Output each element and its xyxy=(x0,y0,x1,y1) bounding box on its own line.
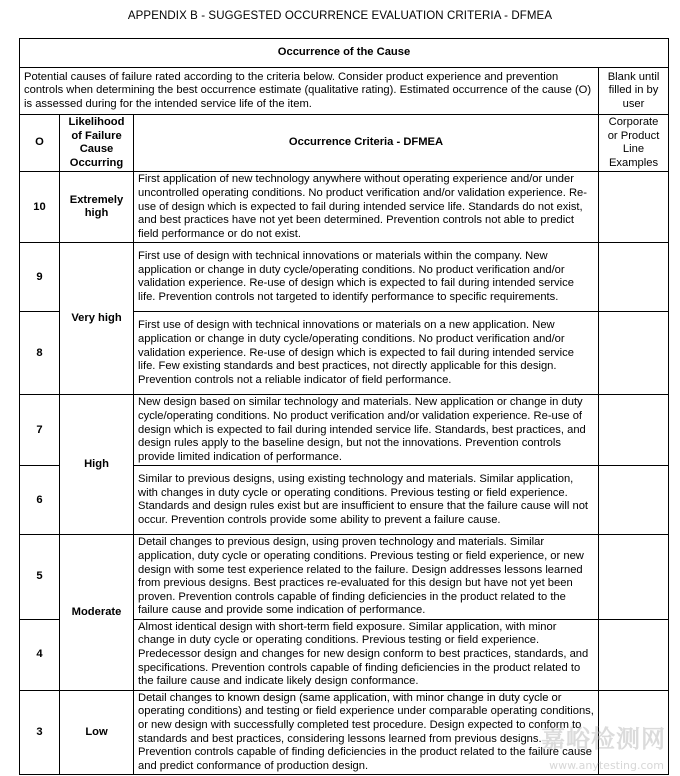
watermark-url: www.anytesting.com xyxy=(549,759,664,772)
o-rating: 6 xyxy=(20,466,60,535)
likelihood-high: High xyxy=(60,395,134,535)
criteria-text: Detail changes to known design (same application, with minor change in duty cycle or operating conditions) and testing or field experience under comparable operating conditions, or new design with successfully completed test procedure. Design expected to conform to standards and best practices, considering lessons learned from previous designs. Prevention controls capable of finding deficiencies in the product related to the failure cause and predict conformance of production design. xyxy=(134,690,599,775)
likelihood-extremely-high: Extremely high xyxy=(60,172,134,243)
table-row xyxy=(20,535,669,620)
criteria-text: First use of design with technical innovations or materials within the company. New application or change in duty cycle/operating conditions. No product verification and/or validation experience. Re-use of design which is expected to fail during intended service life. Prevention controls not targeted to identify performance to specific requirements. xyxy=(134,243,599,312)
examples-cell xyxy=(599,395,669,466)
blank-note: Blank until filled in by user xyxy=(599,68,669,115)
examples-cell xyxy=(599,619,669,690)
o-rating: 10 xyxy=(20,172,60,243)
o-rating: 9 xyxy=(20,243,60,312)
watermark-logo-text: 嘉峪检测网 xyxy=(541,725,666,753)
o-rating: 5 xyxy=(20,535,60,620)
likelihood-very-high: Very high xyxy=(60,243,134,395)
o-rating: 7 xyxy=(20,395,60,466)
o-rating: 8 xyxy=(20,312,60,395)
examples-cell xyxy=(599,535,669,620)
table-row xyxy=(20,395,669,466)
table-row xyxy=(20,172,669,243)
table-row xyxy=(20,243,669,312)
likelihood-low: Low xyxy=(60,690,134,775)
occurrence-table xyxy=(19,38,669,775)
criteria-text: First application of new technology anywhere without operating experience and/or under uncontrolled operating conditions. No product verification and/or validation experience. Re-use of design which is expected to fail during intended service life. Standards do not exist, and best practices have not yet been determined. Prevention controls not able to predict field performance or do not exist. xyxy=(134,172,599,243)
o-rating: 3 xyxy=(20,690,60,775)
criteria-text: New design based on similar technology and materials. New application or change in duty cycle/operating conditions. No product verification and/or validation experience. Re-use of design which is expected to fail during intended service life. Standards, best practices, and design rules apply to the baseline design, but not the innovations. Prevention controls provide limited indication of performance. xyxy=(134,395,599,466)
criteria-text: Almost identical design with short-term field exposure. Similar application, with minor change in duty cycle or operating conditions. Previous testing or field experience. Predecessor design and changes for new design conform to best practices, standards, and specifications. Prevention controls capable of finding deficiencies in the product related to the failure cause and indicate likely design conformance. xyxy=(134,619,599,690)
examples-cell xyxy=(599,243,669,312)
column-header-examples: Corporate or Product Line Examples xyxy=(599,115,669,172)
table-intro: Potential causes of failure rated according to the criteria below. Consider product experience and prevention controls when determining the best occurrence estimate (qualitative rating). Estimated occurrence of the cause (O) is assessed during for the intended service life of the item. xyxy=(20,68,599,115)
criteria-text: Similar to previous designs, using existing technology and materials. Similar application, with changes in duty cycle or operating conditions. Previous testing or field experience. Standards and design rules exist but are insufficient to ensure that the failure cause will not occur. Prevention controls provide some ability to prevent a failure cause. xyxy=(134,466,599,535)
examples-cell xyxy=(599,172,669,243)
likelihood-moderate: Moderate xyxy=(60,535,134,691)
document-title: APPENDIX B - SUGGESTED OCCURRENCE EVALUATION CRITERIA - DFMEA xyxy=(127,10,553,22)
examples-cell xyxy=(599,312,669,395)
o-rating: 4 xyxy=(20,619,60,690)
examples-cell xyxy=(599,466,669,535)
column-header-criteria: Occurrence Criteria - DFMEA xyxy=(134,115,599,172)
column-header-o: O xyxy=(20,115,60,172)
criteria-text: First use of design with technical innovations or materials on a new application. New application or change in duty cycle/operating conditions. No product verification and/or validation experience. Re-use of design which is expected to fail during intended service life. Few existing standards and best practices, not directly applicable for this design. Prevention controls not a reliable indicator of field performance. xyxy=(134,312,599,395)
table-header: Occurrence of the Cause xyxy=(20,39,669,68)
column-header-likelihood: Likelihood of Failure Cause Occurring xyxy=(60,115,134,172)
criteria-text: Detail changes to previous design, using proven technology and materials. Similar application, duty cycle or operating conditions. Previous testing or field experience, or new design with some test experience related to the failure. Design addresses lessons learned from previous designs. Best practices re-evaluated for this design but have not yet been proven. Prevention controls capable of finding deficiencies in the product related to the failure cause and provide some indication of performance. xyxy=(134,535,599,620)
